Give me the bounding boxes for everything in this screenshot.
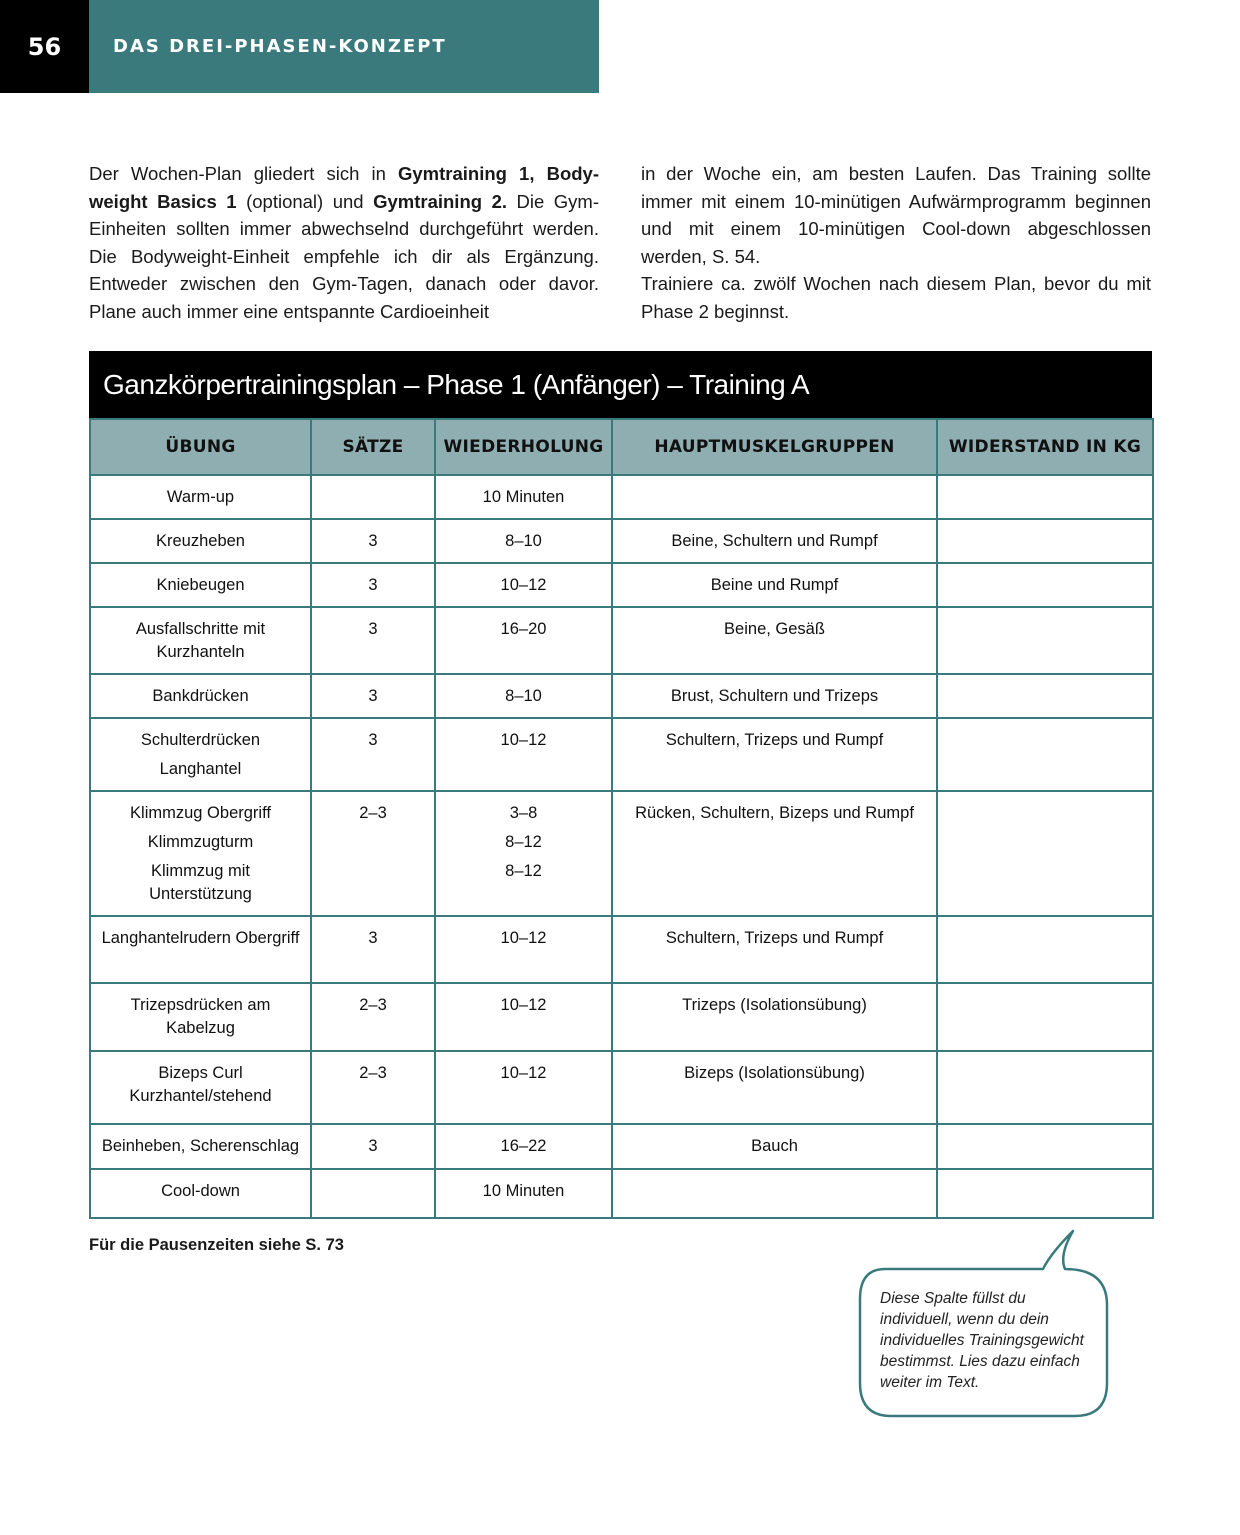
- table-row: [90, 983, 1153, 1051]
- header-widerstand: WIDERSTAND IN KG: [937, 419, 1153, 475]
- cell-widerstand[interactable]: [937, 1051, 1153, 1124]
- cell-widerstand[interactable]: [937, 1169, 1153, 1218]
- table-row: [90, 1051, 1153, 1124]
- training-plan-table: [89, 418, 1154, 1219]
- table-row: [90, 791, 1153, 916]
- cell-muskel: Bauch: [612, 1124, 937, 1169]
- cell-uebung-line: Schulterdrücken: [140, 731, 261, 749]
- header-saetze: SÄTZE: [311, 419, 435, 475]
- cell-wdh: [435, 791, 612, 916]
- cell-uebung-line: Klimmzug Obergriff: [130, 804, 271, 822]
- cell-widerstand[interactable]: [937, 916, 1153, 983]
- cell-uebung: Kniebeugen: [90, 563, 311, 607]
- cell-wdh: 10–12: [435, 1051, 612, 1124]
- speech-bubble-text: Diese Spalte füllst du individuell, wenn du dein individuelles Trainingsgewicht bestimmst. Lies dazu einfach weiter im Text.: [880, 1290, 1084, 1391]
- cell-saetze: 3: [311, 563, 435, 607]
- cell-muskel: Brust, Schultern und Trizeps: [612, 674, 937, 718]
- cell-widerstand[interactable]: [937, 519, 1153, 563]
- cell-wdh: 8–10: [435, 519, 612, 563]
- cell-uebung: Bankdrücken: [90, 674, 311, 718]
- cell-widerstand[interactable]: [937, 1124, 1153, 1169]
- cell-saetze: [311, 475, 435, 519]
- cell-widerstand[interactable]: [937, 983, 1153, 1051]
- cell-muskel: [612, 475, 937, 519]
- cell-muskel: Schultern, Trizeps und Rumpf: [612, 916, 937, 983]
- header-uebung: ÜBUNG: [90, 419, 311, 475]
- table-header-row: [90, 419, 1153, 475]
- cell-saetze: 2–3: [311, 791, 435, 916]
- intro-paragraph-3: Trainiere ca. zwölf Wochen nach diesem Plan, bevor du mit Phase 2 beginnst.: [641, 273, 1151, 322]
- table-title: Ganzkörpertrainingsplan – Phase 1 (Anfänger) – Training A: [89, 351, 1152, 418]
- intro-text: Die Gym-Einheiten sollten immer abwechselnd durchgeführt werden. Die Bodyweight-Einheit empfehle ich dir als Ergänzung. Entweder zwischen den Gym-Tagen, danach oder davor. Plane auch immer eine entspannte Cardioeinheit: [89, 190, 599, 322]
- cell-widerstand[interactable]: [937, 674, 1153, 718]
- cell-muskel: Rücken, Schultern, Bizeps und Rumpf: [612, 791, 937, 916]
- cell-widerstand[interactable]: [937, 563, 1153, 607]
- cell-uebung: Beinheben, Scherenschlag: [90, 1124, 311, 1169]
- cell-saetze: 2–3: [311, 1051, 435, 1124]
- intro-bold: Gymtraining 2.: [373, 190, 507, 212]
- cell-saetze: 3: [311, 718, 435, 791]
- cell-wdh-line: 3–8: [509, 804, 538, 822]
- cell-uebung: Kreuzheben: [90, 519, 311, 563]
- intro-left-column: [89, 160, 599, 325]
- table-row: [90, 718, 1153, 791]
- chapter-header: [89, 0, 599, 93]
- cell-wdh: 16–20: [435, 607, 612, 674]
- cell-uebung-line: Klimmzug mit Unterstützung: [149, 862, 252, 903]
- intro-right-column: [641, 160, 1151, 325]
- cell-uebung: Ausfallschritte mit Kurzhanteln: [90, 607, 311, 674]
- cell-wdh-line: 8–12: [505, 833, 542, 851]
- cell-wdh: 10–12: [435, 916, 612, 983]
- footnote: Für die Pausenzeiten siehe S. 73: [89, 1236, 344, 1254]
- cell-uebung: Cool-down: [90, 1169, 311, 1218]
- table-row: [90, 916, 1153, 983]
- cell-wdh: 10–12: [435, 718, 612, 791]
- cell-widerstand[interactable]: [937, 718, 1153, 791]
- cell-saetze: 3: [311, 916, 435, 983]
- cell-saetze: 3: [311, 1124, 435, 1169]
- cell-saetze: 2–3: [311, 983, 435, 1051]
- cell-uebung: [90, 718, 311, 791]
- cell-widerstand[interactable]: [937, 475, 1153, 519]
- table-row: [90, 475, 1153, 519]
- cell-uebung-line: Langhantel: [159, 760, 242, 778]
- table-row: [90, 1124, 1153, 1169]
- table-row: [90, 607, 1153, 674]
- intro-paragraph-1: [89, 160, 599, 325]
- cell-wdh: 16–22: [435, 1124, 612, 1169]
- cell-wdh: 8–10: [435, 674, 612, 718]
- cell-wdh: 10 Minuten: [435, 1169, 612, 1218]
- cell-saetze: 3: [311, 607, 435, 674]
- cell-saetze: [311, 1169, 435, 1218]
- page-number: 56: [0, 0, 89, 93]
- cell-wdh: 10–12: [435, 983, 612, 1051]
- cell-uebung: Langhantelrudern Obergriff: [90, 916, 311, 983]
- intro-bold: Gymtraining 1, Bodyweight Basics 1: [89, 163, 600, 212]
- cell-uebung: [90, 791, 311, 916]
- cell-widerstand[interactable]: [937, 607, 1153, 674]
- cell-wdh: 10 Minuten: [435, 475, 612, 519]
- cell-muskel: Beine, Schultern und Rumpf: [612, 519, 937, 563]
- cell-uebung: Trizepsdrücken am Kabelzug: [90, 983, 311, 1051]
- table-row: [90, 674, 1153, 718]
- cell-uebung-line: Klimmzugturm: [147, 833, 254, 851]
- intro-text: (optional) und: [236, 190, 374, 212]
- cell-muskel: Beine, Gesäß: [612, 607, 937, 674]
- cell-muskel: Schultern, Trizeps und Rumpf: [612, 718, 937, 791]
- table-row: [90, 563, 1153, 607]
- cell-wdh: 10–12: [435, 563, 612, 607]
- intro-paragraph-2: in der Woche ein, am besten Laufen. Das Training sollte immer mit einem 10-minütigen Aufwärmprogramm beginnen und mit einem 10-minütigen Cool-down abgeschlossen werden, S. 54.: [641, 163, 1151, 267]
- chapter-title: DAS DREI-PHASEN-KONZEPT: [113, 36, 447, 57]
- table-row: [90, 519, 1153, 563]
- cell-muskel: [612, 1169, 937, 1218]
- header-hauptmuskelgruppen: HAUPTMUSKELGRUPPEN: [612, 419, 937, 475]
- cell-uebung: Warm-up: [90, 475, 311, 519]
- cell-muskel: Beine und Rumpf: [612, 563, 937, 607]
- cell-widerstand[interactable]: [937, 791, 1153, 916]
- cell-saetze: 3: [311, 519, 435, 563]
- cell-wdh-line: 8–12: [505, 862, 542, 880]
- cell-uebung: Bizeps Curl Kurzhantel/stehend: [90, 1051, 311, 1124]
- table-row: [90, 1169, 1153, 1218]
- intro-text: Der Wochen-Plan gliedert sich in: [89, 163, 398, 184]
- cell-saetze: 3: [311, 674, 435, 718]
- cell-muskel: Bizeps (Isolationsübung): [612, 1051, 937, 1124]
- cell-muskel: Trizeps (Isolationsübung): [612, 983, 937, 1051]
- header-wiederholung: WIEDERHOLUNG: [435, 419, 612, 475]
